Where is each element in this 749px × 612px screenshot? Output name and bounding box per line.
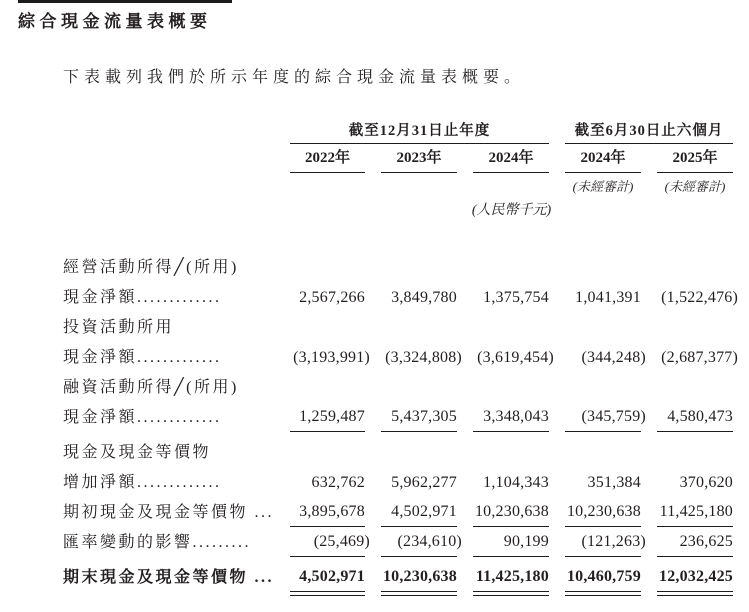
value-cell: 5,437,305 <box>381 402 457 432</box>
year-header-2023: 2023年 <box>381 144 457 173</box>
year-header-2024-interim: 2024年 <box>565 144 641 173</box>
table-row-financing-net-cash <box>63 402 733 432</box>
header-year-row <box>63 144 733 173</box>
row-label: 現金淨額............. <box>63 289 222 306</box>
year-header-2022: 2022年 <box>290 144 365 173</box>
row-label: 匯率變動的影響......... <box>63 534 252 551</box>
section-row-cash-equivalents <box>63 432 733 467</box>
unaudited-note-2025: (未經審計) <box>664 179 726 194</box>
value-cell: (25,469) <box>290 527 365 557</box>
value-cell: 4,580,473 <box>657 402 733 432</box>
row-label: 期末現金及現金等價物 ... <box>63 569 275 586</box>
empty-cell <box>63 144 274 173</box>
value-cell: 10,230,638 <box>381 557 457 592</box>
row-label: 經營活動所得╱(所用) <box>63 259 239 276</box>
empty-cell <box>290 312 733 342</box>
value-cell: 10,230,638 <box>565 497 641 527</box>
value-cell: 11,425,180 <box>657 497 733 527</box>
empty-cell <box>63 199 274 221</box>
table-row-exchange-effect <box>63 527 733 557</box>
empty-cell <box>290 173 549 199</box>
value-cell: 10,230,638 <box>473 497 549 527</box>
section-row-investing <box>63 312 733 342</box>
value-cell: (344,248) <box>581 349 646 366</box>
header-currency-row <box>63 199 733 221</box>
page-title: 綜合現金流量表概要 <box>18 12 212 31</box>
row-label: 現金淨額............. <box>63 349 222 366</box>
row-label: 融資活動所得╱(所用) <box>63 379 239 396</box>
value-cell: 3,895,678 <box>290 497 365 527</box>
table-row-net-increase <box>63 467 733 497</box>
value-cell: (234,610) <box>381 527 457 557</box>
col-group-annual: 截至12月31日止年度 <box>290 116 549 144</box>
unaudited-note-2024: (未經審計) <box>572 179 634 194</box>
table-row-investing-net-cash <box>63 342 733 372</box>
value-cell: (1,522,476) <box>661 289 738 306</box>
value-cell: 2,567,266 <box>299 289 365 306</box>
value-cell: 3,348,043 <box>473 402 549 432</box>
empty-cell <box>63 221 733 252</box>
row-label: 現金及現金等價物 <box>63 444 212 461</box>
empty-cell <box>290 372 733 402</box>
top-rule-divider <box>18 0 232 3</box>
value-cell: 3,849,780 <box>391 289 457 306</box>
value-cell: 12,032,425 <box>657 557 733 592</box>
section-row-operating <box>63 252 733 282</box>
year-header-2024: 2024年 <box>473 144 549 173</box>
row-label: 現金淨額............. <box>63 409 222 426</box>
table-row-operating-net-cash <box>63 282 733 312</box>
value-cell: 370,620 <box>679 474 733 491</box>
currency-unit-note: (人民幣千元) <box>471 203 552 218</box>
cash-flow-summary-table <box>47 116 749 592</box>
value-cell: 351,384 <box>587 474 641 491</box>
section-row-financing <box>63 372 733 402</box>
value-cell: 1,375,754 <box>483 289 549 306</box>
value-cell: 10,460,759 <box>565 557 641 592</box>
row-label: 投資活動所用 <box>63 319 175 336</box>
value-cell: (3,193,991) <box>293 349 370 366</box>
table-row-cash-ending-total <box>63 557 733 592</box>
value-cell: 90,199 <box>473 527 549 557</box>
row-label: 增加淨額............. <box>63 474 222 491</box>
value-cell: (3,619,454) <box>477 349 554 366</box>
value-cell: 11,425,180 <box>473 557 549 592</box>
value-cell: 5,962,277 <box>391 474 457 491</box>
spacer-row <box>63 221 733 252</box>
header-group-row <box>63 116 733 144</box>
row-label: 期初現金及現金等價物 ... <box>63 504 275 521</box>
year-header-2025-interim: 2025年 <box>657 144 733 173</box>
value-cell: (345,759) <box>565 402 641 432</box>
value-cell: 4,502,971 <box>381 497 457 527</box>
header-audit-row <box>63 173 733 199</box>
value-cell: 1,041,391 <box>575 289 641 306</box>
value-cell: (121,263) <box>565 527 641 557</box>
intro-text: 下表載列我們於所示年度的綜合現金流量表概要。 <box>63 69 526 86</box>
value-cell: 236,625 <box>657 527 733 557</box>
value-cell: 632,762 <box>311 474 365 491</box>
value-cell: (2,687,377) <box>661 349 738 366</box>
value-cell: 4,502,971 <box>290 557 365 592</box>
empty-cell <box>63 116 274 144</box>
value-cell: 1,104,343 <box>483 474 549 491</box>
value-cell: 1,259,487 <box>290 402 365 432</box>
value-cell: (3,324,808) <box>385 349 462 366</box>
empty-cell <box>290 432 733 467</box>
empty-cell <box>63 173 274 199</box>
table-row-cash-beginning <box>63 497 733 527</box>
empty-cell <box>290 252 733 282</box>
col-group-interim: 截至6月30日止六個月 <box>565 116 733 144</box>
